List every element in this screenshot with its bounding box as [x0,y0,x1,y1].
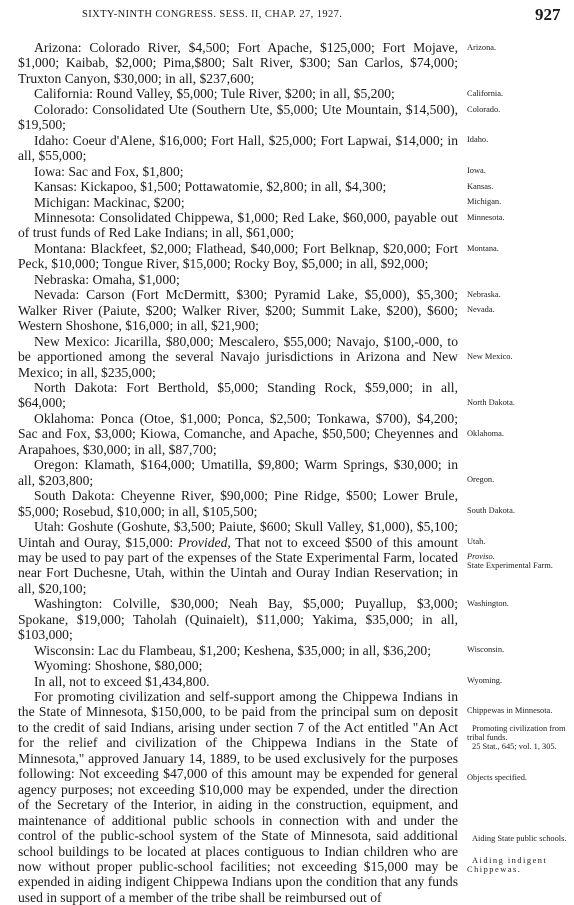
paragraph-wisconsin: Wisconsin: Lac du Flambeau, $1,200; Keshena, $35,000; in all, $36,200; [34,642,432,658]
running-head: SIXTY-NINTH CONGRESS. SESS. II, CHAP. 27, 1927. [82,9,343,20]
paragraph-nevada: Nevada: Carson (Fort McDermitt, $300; Pyramid Lake, $5,000), $5,300; Walker River (Paiute, $200; Walker River, $200; Summit Lake, $200), $600; Western Shoshone, $16,000; in all, $21,900; [18,287,458,334]
note-oregon: Oregon. [467,475,495,484]
note-washington: Washington. [467,599,509,608]
note-citation: 25 Stat., 645; vol. 1, 305. [472,742,557,751]
paragraph-south-dakota: South Dakota: Cheyenne River, $90,000; Pine Ridge, $500; Lower Brule, $5,000; Rosebud, $10,000; in all, $105,500; [18,488,458,519]
paragraph-oklahoma: Oklahoma: Ponca (Otoe, $1,000; Ponca, $2,500; Tonkawa, $700), $4,200; Sac and Fox, $3,000; Kiowa, Comanche, and Apache, $50,500; Cheyennes and Arapahoes, $30,000; in all, $87,700; [18,410,458,457]
note-aiding-indigent: Aiding indigent Chippewas. [467,856,548,874]
note-new-mexico: New Mexico. [467,352,513,361]
note-nebraska: Nebraska. [467,290,501,299]
paragraph-colorado: Colorado: Consolidated Ute (Southern Ute, $5,000; Ute Mountain, $14,500), $19,500; [18,101,458,133]
note-minnesota: Minnesota. [467,213,505,222]
paragraph-arizona: Arizona: Colorado River, $4,500; Fort Apache, $125,000; Fort Mojave, $1,000; Kaibab, $2,000; Pima,$800; Salt River, $300; San Carlos, $74,000; Truxton Canyon, $30,000; in all, $237,600; [18,40,458,86]
utah-text-start: Utah: Goshute (Goshute, $3,500; Paiute, $600; Skull Valley, $1,000), $5,100; Uintah and Ouray, $15,000: [18,519,458,550]
note-chippewas: Chippewas in Minnesota. [467,706,553,715]
note-south-dakota: South Dakota. [467,506,515,515]
note-utah: Utah. [467,537,486,546]
note-north-dakota: North Dakota. [467,398,515,407]
paragraph-nebraska: Nebraska: Omaha, $1,000; [34,271,180,287]
note-wyoming: Wyoming. [467,676,503,685]
paragraph-michigan: Michigan: Mackinac, $200; [34,194,185,210]
main-text [18,40,458,905]
paragraph-iowa: Iowa: Sac and Fox, $1,800; [34,163,184,179]
note-oklahoma: Oklahoma. [467,429,504,438]
note-proviso: Proviso. [467,552,495,561]
proviso-word: Provided, [178,534,231,550]
note-michigan: Michigan. [467,197,502,206]
page-header [0,5,574,25]
note-california: California. [467,89,504,98]
note-montana: Montana. [467,244,499,253]
note-objects: Objects specified. [467,773,527,782]
note-colorado: Colorado. [467,105,501,114]
paragraph-north-dakota: North Dakota: Fort Berthold, $5,000; Standing Rock, $59,000; in all, $64,000; [18,379,458,411]
paragraph-oregon: Oregon: Klamath, $164,000; Umatilla, $9,800; Warm Springs, $30,000; in all, $203,800; [18,457,458,488]
paragraph-montana: Montana: Blackfeet, $2,000; Flathead, $40,000; Fort Belknap, $20,000; Fort Peck, $10,000; Tongue River, $15,000; Rocky Boy, $5,000; in all, $92,000; [18,240,458,272]
note-aiding-schools: Aiding State public schools. [472,834,567,843]
note-iowa: Iowa. [467,166,486,175]
paragraph-wyoming: Wyoming: Shoshone, $80,000; [34,658,203,674]
note-arizona: Arizona. [467,43,497,52]
paragraph-total: In all, not to exceed $1,434,800. [34,673,210,689]
paragraph-california: California: Round Valley, $5,000; Tule River, $200; in all, $5,200; [34,86,395,102]
paragraph-kansas: Kansas: Kickapoo, $1,500; Pottawatomie, $2,800; in all, $4,300; [34,179,387,195]
utah-text-end: That not to exceed $500 of this amount may be used to pay part of the expenses of the State Experimental Farm, located near Fort Duchesne, Utah, within the Uintah and Ouray Indian Reservation; in all, $20,100; [18,534,458,596]
note-state-farm: State Experimental Farm. [467,561,553,570]
note-wisconsin: Wisconsin. [467,645,505,654]
paragraph-chippewa: For promoting civilization and self-support among the Chippewa Indians in the State of Minnesota, $150,000, to be paid from the principal sum on deposit to the credit of said Indians, arising under section 7 of the Act entitled "An Act for the relief and civilization of the Chippewa Indians in the State of Minnesota," approved January 14, 1889, to be used exclusively for the purposes following: Not exceeding $47,000 of this amount may be expended for general agency purposes; not exceeding $10,000 may be expended, under the direction of the Secretary of the Interior, in aiding in the construction, equipment, and maintenance of additional public schools in connection with and under the control of the public-school system of the State of Minnesota, said additional school buildings to be located at places contiguous to Indian children who are now without proper public-school facilities; not exceeding $15,000 may be expended in aiding indigent Chippewa Indians upon the condition that any funds used in support of a member of the tribe shall be reimbursed out of [18,689,458,905]
note-idaho: Idaho. [467,135,489,144]
note-kansas: Kansas. [467,182,494,191]
page-number: 927 [535,5,561,24]
paragraph-utah [18,519,458,596]
note-promoting: Promoting civilization from tribal funds. [467,724,566,742]
paragraph-washington: Washington: Colville, $30,000; Neah Bay, $5,000; Puyallup, $3,000; Spokane, $19,000; Taholah (Quinaielt), $11,000; Yakima, $35,000; in all, $103,000; [18,596,458,643]
paragraph-new-mexico: New Mexico: Jicarilla, $80,000; Mescalero, $55,000; Navajo, $100,-000, to be apportioned among the several Navajo jurisdictions in Arizona and New Mexico; in all, $235,000; [18,333,458,380]
paragraph-idaho: Idaho: Coeur d'Alene, $16,000; Fort Hall, $25,000; Fort Lapwai, $14,000; in all, $55,000; [18,132,458,164]
note-nevada: Nevada. [467,305,495,314]
paragraph-minnesota: Minnesota: Consolidated Chippewa, $1,000; Red Lake, $60,000, payable out of trust funds of Red Lake Indians; in all, $61,000; [18,209,458,241]
